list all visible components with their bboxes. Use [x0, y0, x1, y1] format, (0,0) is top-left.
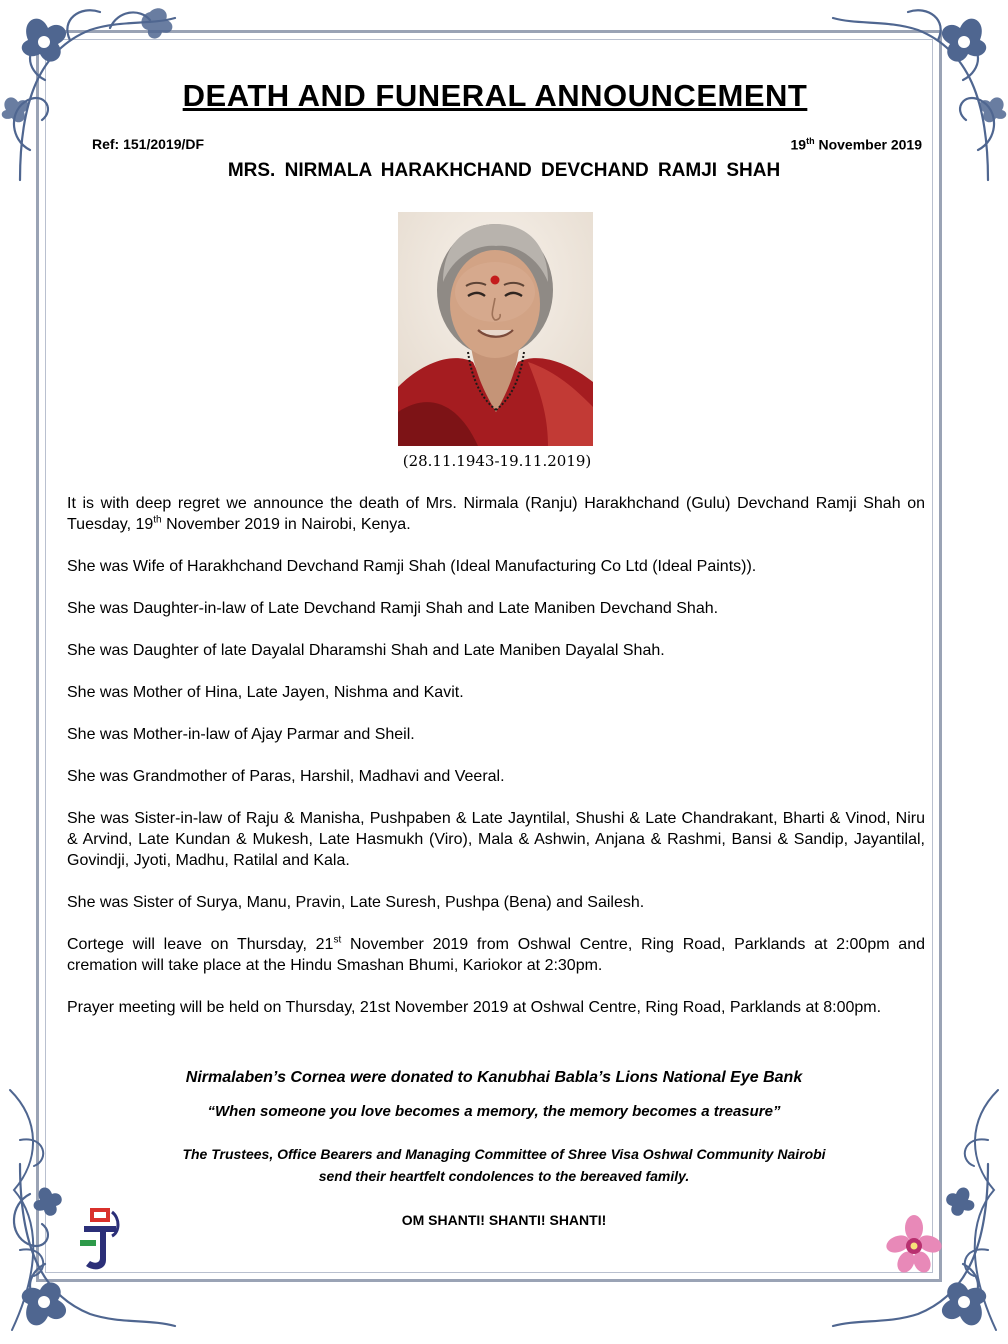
condolence-message — [0, 1143, 1008, 1187]
prayer-meeting-paragraph: Prayer meeting will be held on Thursday, 21st November 2019 at Oshwal Centre, Ring Road, Parklands at 8:00pm. — [67, 999, 882, 1016]
wife-of-paragraph: She was Wife of Harakhchand Devchand Ramji Shah (Ideal Manufacturing Co Ltd (Ideal Paints)). — [67, 558, 757, 575]
date-suffix: th — [806, 136, 815, 146]
sister-of-paragraph: She was Sister of Surya, Manu, Pravin, Late Suresh, Pushpa (Bena) and Sailesh. — [67, 894, 645, 911]
grandmother-paragraph: She was Grandmother of Paras, Harshil, Madhavi and Veeral. — [67, 768, 505, 785]
mother-in-law-paragraph: She was Mother-in-law of Ajay Parmar and Sheil. — [67, 726, 415, 743]
announcement-body — [67, 493, 925, 1039]
daughter-in-law-paragraph: She was Daughter-in-law of Late Devchand Ramji Shah and Late Maniben Devchand Shah. — [67, 600, 719, 617]
sister-in-law-paragraph: She was Sister-in-law of Raju & Manisha, Pushpaben & Late Jayntilal, Shushi & Late Chandrakant, Bharti & Vinod, Niru & Arvind, Late Kundan & Mukesh, Late Hasmukh (Viro), Mala & Ashwin, Anjana & Rashmi, Bansi & Sandip, Jayantilal, Govindji, Jyoti, Madhu, Ratilal and Kala. — [67, 810, 925, 869]
mother-of-paragraph: She was Mother of Hina, Late Jayen, Nishma and Kavit. — [67, 684, 464, 701]
date-day: 19 — [790, 136, 807, 153]
announcement-title: DEATH AND FUNERAL ANNOUNCEMENT — [182, 78, 808, 113]
ordinal-suffix: st — [333, 934, 342, 946]
portrait-illustration — [398, 212, 593, 446]
date-month-year: November 2019 — [814, 136, 922, 153]
death-notice-text: It is with deep regret we announce the death of Mrs. Nirmala (Ranju) Harakhchand (Gulu) Devchand Ramji Shah on Tuesday, 19 — [67, 495, 925, 533]
cortege-paragraph — [67, 934, 925, 976]
cortege-text-cont: November 2019 from Oshwal Centre, Ring Road, Parklands at 2:00pm and cremation will take place at the Hindu Smashan Bhumi, Kariokor at 2:30pm. — [67, 936, 926, 974]
orchid-flower-icon — [886, 1214, 942, 1276]
reference-number: Ref: 151/2019/DF — [92, 136, 205, 152]
om-shanti: OM SHANTI! SHANTI! SHANTI! — [401, 1212, 607, 1228]
cortege-text: Cortege will leave on Thursday, 21 — [67, 936, 334, 953]
life-dates: (28.11.1943-19.11.2019) — [402, 452, 592, 470]
deceased-name: MRS. NIRMALA HARAKHCHAND DEVCHAND RAMJI SHAH — [227, 160, 781, 181]
death-notice-text-cont: November 2019 in Nairobi, Kenya. — [161, 516, 411, 533]
death-notice-paragraph — [67, 493, 925, 535]
cornea-donation-note: Nirmalaben’s Cornea were donated to Kanubhai Babla’s Lions National Eye Bank — [185, 1069, 803, 1086]
portrait-photo — [398, 212, 593, 446]
announcement-date — [791, 136, 922, 153]
condolence-line-1: The Trustees, Office Bearers and Managing Committee of Shree Visa Oshwal Community Nairobi — [182, 1146, 826, 1162]
condolence-line-2: send their heartfelt condolences to the bereaved family. — [318, 1168, 690, 1184]
memorial-quote: “When someone you love becomes a memory, the memory becomes a treasure” — [207, 1103, 781, 1120]
daughter-of-paragraph: She was Daughter of late Dayalal Dharamshi Shah and Late Maniben Dayalal Shah. — [67, 642, 665, 659]
ordinal-suffix: th — [153, 514, 162, 526]
community-logo-icon — [76, 1206, 124, 1274]
